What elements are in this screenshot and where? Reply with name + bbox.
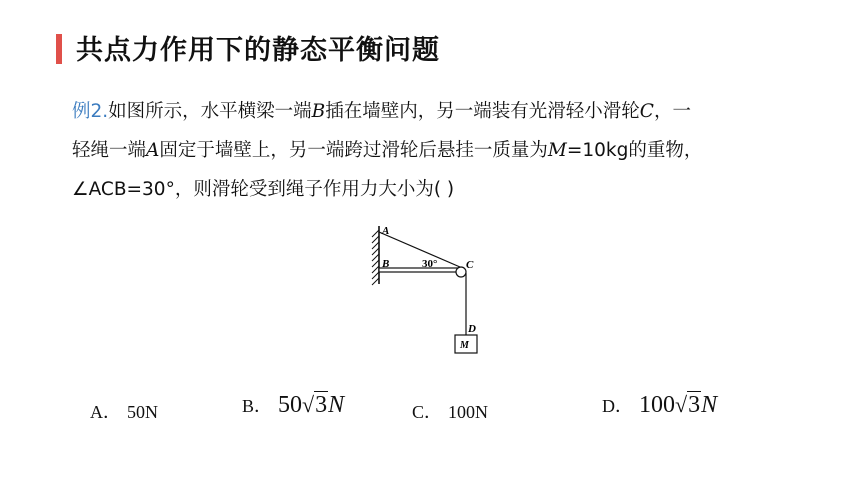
question-line-1	[72, 92, 812, 131]
option-a[interactable]	[90, 398, 158, 424]
option-d-letter: D．	[602, 396, 633, 416]
option-d-coefficient: 100	[639, 392, 675, 418]
question-text-segment: =10kg的重物，	[566, 140, 703, 161]
option-d[interactable]	[602, 392, 717, 419]
question-text-segment: 如图所示，水平横梁一端	[108, 101, 312, 122]
answer-options	[90, 392, 810, 426]
question-text-segment: 插在墙壁内，另一端装有光滑轻小滑轮	[325, 101, 640, 122]
option-d-radicand: 3	[688, 392, 701, 418]
label-b: B	[382, 258, 390, 270]
option-c[interactable]	[412, 398, 488, 424]
option-b-unit: N	[328, 392, 345, 418]
variable-A: A	[146, 140, 160, 161]
option-b-radicand: 3	[315, 392, 328, 418]
option-a-value: 50N	[127, 402, 158, 422]
pulley	[456, 267, 466, 277]
sqrt-symbol: √3	[675, 392, 701, 418]
option-b-coefficient: 50	[278, 392, 303, 418]
variable-M: M	[547, 140, 567, 161]
title-accent-bar	[56, 34, 62, 64]
label-c: C	[466, 259, 474, 271]
question-line-3: ∠ACB=30°，则滑轮受到绳子作用力大小为( )	[72, 179, 455, 200]
label-d: D	[468, 323, 476, 335]
variable-B: B	[311, 101, 326, 122]
rope-ac	[379, 232, 460, 267]
beam-bc	[379, 268, 459, 272]
label-m: M	[460, 340, 469, 351]
option-d-value	[639, 392, 717, 418]
label-a: A	[382, 225, 390, 237]
option-b[interactable]	[242, 392, 344, 419]
option-c-letter: C．	[412, 402, 443, 422]
wall-hatching	[372, 230, 379, 285]
question-label: 例2.	[72, 101, 109, 122]
option-c-value: 100N	[448, 402, 489, 422]
variable-C: C	[639, 101, 654, 122]
question-text	[72, 92, 812, 209]
angle-label: 30°	[422, 258, 438, 270]
question-line-2	[72, 131, 812, 170]
pulley-diagram	[360, 222, 510, 362]
page-title: 共点力作用下的静态平衡问题	[76, 35, 440, 66]
option-a-letter: A．	[90, 402, 121, 422]
option-d-unit: N	[701, 392, 718, 418]
option-b-letter: B．	[242, 396, 273, 416]
question-text-segment: 轻绳一端	[72, 140, 147, 161]
question-text-segment: ，一	[653, 101, 691, 122]
option-b-value	[278, 392, 344, 418]
question-text-segment: 固定于墙壁上，另一端跨过滑轮后悬挂一质量为	[159, 140, 548, 161]
sqrt-symbol: √3	[302, 392, 328, 418]
